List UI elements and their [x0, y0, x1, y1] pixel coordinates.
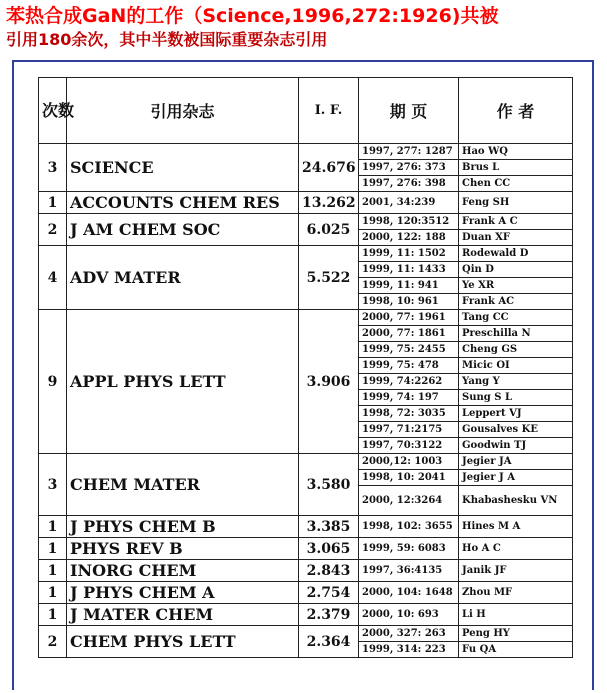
issue-pages: 1998, 102: 3655	[359, 516, 459, 538]
citation-count: 1	[39, 560, 67, 582]
author-name: Feng SH	[459, 192, 573, 214]
author-name: Preschilla N	[459, 326, 573, 342]
table-row	[39, 582, 573, 604]
impact-factor: 2.843	[299, 560, 359, 582]
journal-name: APPL PHYS LETT	[67, 310, 299, 454]
issue-pages: 2000, 104: 1648	[359, 582, 459, 604]
issue-pages: 2000, 77: 1861	[359, 326, 459, 342]
author-name: Frank AC	[459, 294, 573, 310]
citation-count: 1	[39, 538, 67, 560]
author-name: Chen CC	[459, 176, 573, 192]
impact-factor: 3.906	[299, 310, 359, 454]
issue-pages: 1999, 11: 941	[359, 278, 459, 294]
author-name: Rodewald D	[459, 246, 573, 262]
header-row	[39, 78, 573, 144]
citation-count: 3	[39, 144, 67, 192]
impact-factor: 2.754	[299, 582, 359, 604]
issue-pages: 1997, 276: 398	[359, 176, 459, 192]
citation-count: 1	[39, 516, 67, 538]
journal-name: CHEM PHYS LETT	[67, 626, 299, 658]
issue-pages: 1999, 75: 478	[359, 358, 459, 374]
author-name: Sung S L	[459, 390, 573, 406]
author-name: Khabashesku VN	[459, 486, 573, 516]
table-body	[39, 144, 573, 658]
issue-pages: 2000, 327: 263	[359, 626, 459, 642]
author-name: Goodwin TJ	[459, 438, 573, 454]
author-name: Ho A C	[459, 538, 573, 560]
author-name: Micic OI	[459, 358, 573, 374]
issue-pages: 2001, 34:239	[359, 192, 459, 214]
issue-pages: 1997, 276: 373	[359, 160, 459, 176]
issue-pages: 1999, 75: 2455	[359, 342, 459, 358]
page-title: 苯热合成GaN的工作（Science,1996,272:1926)共被	[6, 5, 499, 27]
author-name: Frank A C	[459, 214, 573, 230]
author-name: Leppert VJ	[459, 406, 573, 422]
author-name: Cheng GS	[459, 342, 573, 358]
issue-pages: 2000, 122: 188	[359, 230, 459, 246]
issue-pages: 1999, 59: 6083	[359, 538, 459, 560]
journal-name: CHEM MATER	[67, 454, 299, 516]
author-name: Hao WQ	[459, 144, 573, 160]
impact-factor: 6.025	[299, 214, 359, 246]
journal-name: PHYS REV B	[67, 538, 299, 560]
issue-pages: 1998, 10: 2041	[359, 470, 459, 486]
journal-name: J AM CHEM SOC	[67, 214, 299, 246]
table-row	[39, 604, 573, 626]
issue-pages: 1999, 314: 223	[359, 642, 459, 658]
author-name: Duan XF	[459, 230, 573, 246]
issue-pages: 1997, 277: 1287	[359, 144, 459, 160]
journal-name: ADV MATER	[67, 246, 299, 310]
issue-pages: 2000, 77: 1961	[359, 310, 459, 326]
header-author: 作 者	[459, 78, 573, 144]
issue-pages: 1998, 10: 961	[359, 294, 459, 310]
journal-name: SCIENCE	[67, 144, 299, 192]
table-row	[39, 144, 573, 160]
author-name: Jegier J A	[459, 470, 573, 486]
citation-count: 2	[39, 214, 67, 246]
impact-factor: 5.522	[299, 246, 359, 310]
header-journal: 引用杂志	[67, 78, 299, 144]
table-row	[39, 516, 573, 538]
citation-count: 3	[39, 454, 67, 516]
impact-factor: 2.364	[299, 626, 359, 658]
impact-factor: 3.385	[299, 516, 359, 538]
impact-factor: 13.262	[299, 192, 359, 214]
page-subtitle: 引用180余次，其中半数被国际重要杂志引用	[6, 30, 328, 49]
author-name: Tang CC	[459, 310, 573, 326]
citation-count: 1	[39, 604, 67, 626]
table-row	[39, 454, 573, 470]
header-issue: 期 页	[359, 78, 459, 144]
header-count: 次数	[39, 78, 67, 144]
author-name: Ye XR	[459, 278, 573, 294]
issue-pages: 1999, 11: 1433	[359, 262, 459, 278]
author-name: Hines M A	[459, 516, 573, 538]
citation-table	[38, 77, 573, 658]
table-row	[39, 626, 573, 642]
issue-pages: 1997, 36:4135	[359, 560, 459, 582]
citation-count: 1	[39, 582, 67, 604]
author-name: Fu QA	[459, 642, 573, 658]
table-row	[39, 214, 573, 230]
table-row	[39, 192, 573, 214]
issue-pages: 1999, 74: 197	[359, 390, 459, 406]
table-row	[39, 538, 573, 560]
author-name: Brus L	[459, 160, 573, 176]
author-name: Gousalves KE	[459, 422, 573, 438]
author-name: Janik JF	[459, 560, 573, 582]
citation-count: 9	[39, 310, 67, 454]
issue-pages: 2000, 10: 693	[359, 604, 459, 626]
impact-factor: 3.065	[299, 538, 359, 560]
issue-pages: 2000, 12:3264	[359, 486, 459, 516]
author-name: Li H	[459, 604, 573, 626]
journal-name: INORG CHEM	[67, 560, 299, 582]
issue-pages: 1998, 72: 3035	[359, 406, 459, 422]
author-name: Peng HY	[459, 626, 573, 642]
citation-count: 2	[39, 626, 67, 658]
issue-pages: 1998, 120:3512	[359, 214, 459, 230]
citation-count: 4	[39, 246, 67, 310]
issue-pages: 1999, 11: 1502	[359, 246, 459, 262]
author-name: Jegier JA	[459, 454, 573, 470]
issue-pages: 2000,12: 1003	[359, 454, 459, 470]
table-row	[39, 560, 573, 582]
impact-factor: 2.379	[299, 604, 359, 626]
journal-name: J PHYS CHEM A	[67, 582, 299, 604]
impact-factor: 3.580	[299, 454, 359, 516]
table-row	[39, 246, 573, 262]
author-name: Yang Y	[459, 374, 573, 390]
author-name: Zhou MF	[459, 582, 573, 604]
journal-name: J MATER CHEM	[67, 604, 299, 626]
header-impact: I. F.	[299, 78, 359, 144]
author-name: Qin D	[459, 262, 573, 278]
table-row	[39, 310, 573, 326]
journal-name: J PHYS CHEM B	[67, 516, 299, 538]
issue-pages: 1997, 71:2175	[359, 422, 459, 438]
issue-pages: 1997, 70:3122	[359, 438, 459, 454]
impact-factor: 24.676	[299, 144, 359, 192]
issue-pages: 1999, 74:2262	[359, 374, 459, 390]
citation-count: 1	[39, 192, 67, 214]
journal-name: ACCOUNTS CHEM RES	[67, 192, 299, 214]
